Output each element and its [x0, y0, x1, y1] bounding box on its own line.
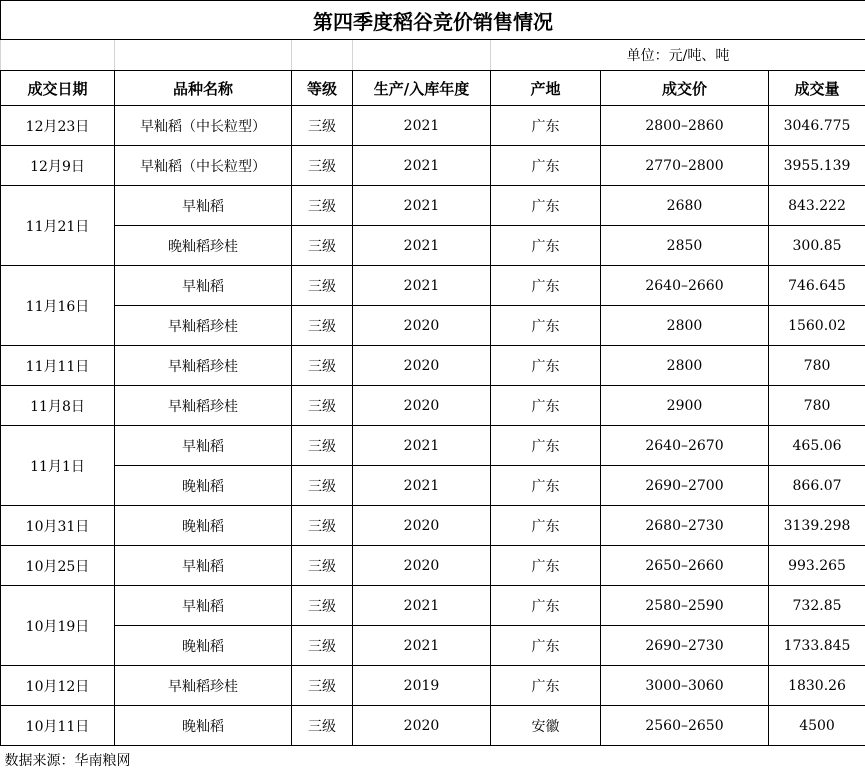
unit-row	[1, 40, 865, 71]
variety-cell: 早籼稻珍桂	[115, 666, 292, 706]
date-cell: 11月11日	[1, 346, 115, 386]
price-cell: 2680–2730	[601, 506, 769, 546]
variety-cell: 晚籼稻珍桂	[115, 226, 292, 266]
date-cell: 11月16日	[1, 266, 115, 346]
year-cell: 2020	[353, 546, 491, 586]
volume-cell: 300.85	[769, 226, 865, 266]
table-row	[1, 106, 865, 146]
date-cell: 11月1日	[1, 426, 115, 506]
date-cell: 10月19日	[1, 586, 115, 666]
grade-cell: 三级	[292, 426, 353, 466]
table-row	[1, 266, 865, 306]
price-cell: 2680	[601, 186, 769, 226]
table-row	[1, 506, 865, 546]
year-cell: 2020	[353, 306, 491, 346]
source-row	[1, 746, 865, 775]
unit-note: 单位：元/吨、吨	[491, 40, 865, 71]
volume-cell: 1560.02	[769, 306, 865, 346]
date-cell: 12月23日	[1, 106, 115, 146]
volume-cell: 746.645	[769, 266, 865, 306]
grade-cell: 三级	[292, 626, 353, 666]
table-row	[1, 186, 865, 226]
header-date: 成交日期	[1, 71, 115, 106]
price-cell: 2770–2800	[601, 146, 769, 186]
origin-cell: 广东	[491, 626, 601, 666]
origin-cell: 广东	[491, 546, 601, 586]
table-row	[1, 146, 865, 186]
price-cell: 3000–3060	[601, 666, 769, 706]
grade-cell: 三级	[292, 306, 353, 346]
table-row	[1, 626, 865, 666]
table-row	[1, 546, 865, 586]
variety-cell: 晚籼稻	[115, 626, 292, 666]
table-title: 第四季度稻谷竞价销售情况	[1, 1, 865, 40]
origin-cell: 广东	[491, 386, 601, 426]
price-cell: 2690–2730	[601, 626, 769, 666]
year-cell: 2021	[353, 266, 491, 306]
variety-cell: 早籼稻	[115, 186, 292, 226]
volume-cell: 732.85	[769, 586, 865, 626]
date-cell: 10月12日	[1, 666, 115, 706]
table-row	[1, 426, 865, 466]
price-cell: 2800	[601, 306, 769, 346]
year-cell: 2021	[353, 226, 491, 266]
grade-cell: 三级	[292, 586, 353, 626]
header-volume: 成交量	[769, 71, 865, 106]
year-cell: 2021	[353, 106, 491, 146]
grade-cell: 三级	[292, 706, 353, 746]
origin-cell: 广东	[491, 426, 601, 466]
year-cell: 2020	[353, 506, 491, 546]
volume-cell: 4500	[769, 706, 865, 746]
price-cell: 2650–2660	[601, 546, 769, 586]
volume-cell: 3046.775	[769, 106, 865, 146]
grade-cell: 三级	[292, 506, 353, 546]
table-row	[1, 346, 865, 386]
year-cell: 2021	[353, 626, 491, 666]
year-cell: 2021	[353, 426, 491, 466]
year-cell: 2020	[353, 346, 491, 386]
variety-cell: 早籼稻珍桂	[115, 386, 292, 426]
grade-cell: 三级	[292, 226, 353, 266]
date-cell: 11月8日	[1, 386, 115, 426]
table-row	[1, 466, 865, 506]
volume-cell: 465.06	[769, 426, 865, 466]
year-cell: 2021	[353, 466, 491, 506]
origin-cell: 广东	[491, 306, 601, 346]
header-variety: 品种名称	[115, 71, 292, 106]
origin-cell: 广东	[491, 506, 601, 546]
origin-cell: 广东	[491, 186, 601, 226]
header-year: 生产/入库年度	[353, 71, 491, 106]
blank-cell	[353, 40, 491, 71]
grade-cell: 三级	[292, 146, 353, 186]
volume-cell: 780	[769, 346, 865, 386]
blank-cell	[1, 40, 115, 71]
table-row	[1, 666, 865, 706]
origin-cell: 广东	[491, 666, 601, 706]
variety-cell: 晚籼稻	[115, 706, 292, 746]
price-cell: 2800–2860	[601, 106, 769, 146]
blank-cell	[115, 40, 292, 71]
grade-cell: 三级	[292, 266, 353, 306]
year-cell: 2020	[353, 386, 491, 426]
volume-cell: 866.07	[769, 466, 865, 506]
origin-cell: 广东	[491, 106, 601, 146]
date-cell: 11月21日	[1, 186, 115, 266]
price-cell: 2850	[601, 226, 769, 266]
variety-cell: 早籼稻	[115, 266, 292, 306]
origin-cell: 广东	[491, 346, 601, 386]
volume-cell: 3139.298	[769, 506, 865, 546]
price-cell: 2640–2670	[601, 426, 769, 466]
table-row	[1, 586, 865, 626]
title-row	[1, 1, 865, 40]
variety-cell: 早籼稻（中长粒型）	[115, 106, 292, 146]
price-cell: 2800	[601, 346, 769, 386]
header-grade: 等级	[292, 71, 353, 106]
origin-cell: 广东	[491, 466, 601, 506]
price-cell: 2690–2700	[601, 466, 769, 506]
variety-cell: 晚籼稻	[115, 466, 292, 506]
year-cell: 2021	[353, 186, 491, 226]
grade-cell: 三级	[292, 546, 353, 586]
grade-cell: 三级	[292, 386, 353, 426]
blank-cell	[292, 40, 353, 71]
grade-cell: 三级	[292, 106, 353, 146]
price-cell: 2900	[601, 386, 769, 426]
year-cell: 2021	[353, 586, 491, 626]
header-price: 成交价	[601, 71, 769, 106]
volume-cell: 993.265	[769, 546, 865, 586]
date-cell: 10月25日	[1, 546, 115, 586]
variety-cell: 早籼稻珍桂	[115, 306, 292, 346]
table-row	[1, 226, 865, 266]
price-cell: 2580–2590	[601, 586, 769, 626]
origin-cell: 广东	[491, 266, 601, 306]
variety-cell: 早籼稻珍桂	[115, 346, 292, 386]
price-cell: 2640–2660	[601, 266, 769, 306]
header-row	[1, 71, 865, 106]
variety-cell: 早籼稻	[115, 586, 292, 626]
price-cell: 2560–2650	[601, 706, 769, 746]
grade-cell: 三级	[292, 186, 353, 226]
date-cell: 10月31日	[1, 506, 115, 546]
origin-cell: 安徽	[491, 706, 601, 746]
volume-cell: 843.222	[769, 186, 865, 226]
header-origin: 产地	[491, 71, 601, 106]
table-row	[1, 386, 865, 426]
source-note: 数据来源：华南粮网	[4, 753, 131, 769]
date-cell: 12月9日	[1, 146, 115, 186]
table-row	[1, 706, 865, 746]
year-cell: 2020	[353, 706, 491, 746]
volume-cell: 1733.845	[769, 626, 865, 666]
origin-cell: 广东	[491, 226, 601, 266]
volume-cell: 780	[769, 386, 865, 426]
variety-cell: 早籼稻	[115, 426, 292, 466]
variety-cell: 晚籼稻	[115, 506, 292, 546]
origin-cell: 广东	[491, 586, 601, 626]
volume-cell: 3955.139	[769, 146, 865, 186]
date-cell: 10月11日	[1, 706, 115, 746]
origin-cell: 广东	[491, 146, 601, 186]
variety-cell: 早籼稻（中长粒型）	[115, 146, 292, 186]
grade-cell: 三级	[292, 346, 353, 386]
year-cell: 2021	[353, 146, 491, 186]
grade-cell: 三级	[292, 466, 353, 506]
variety-cell: 早籼稻	[115, 546, 292, 586]
year-cell: 2019	[353, 666, 491, 706]
table-row	[1, 306, 865, 346]
volume-cell: 1830.26	[769, 666, 865, 706]
grade-cell: 三级	[292, 666, 353, 706]
